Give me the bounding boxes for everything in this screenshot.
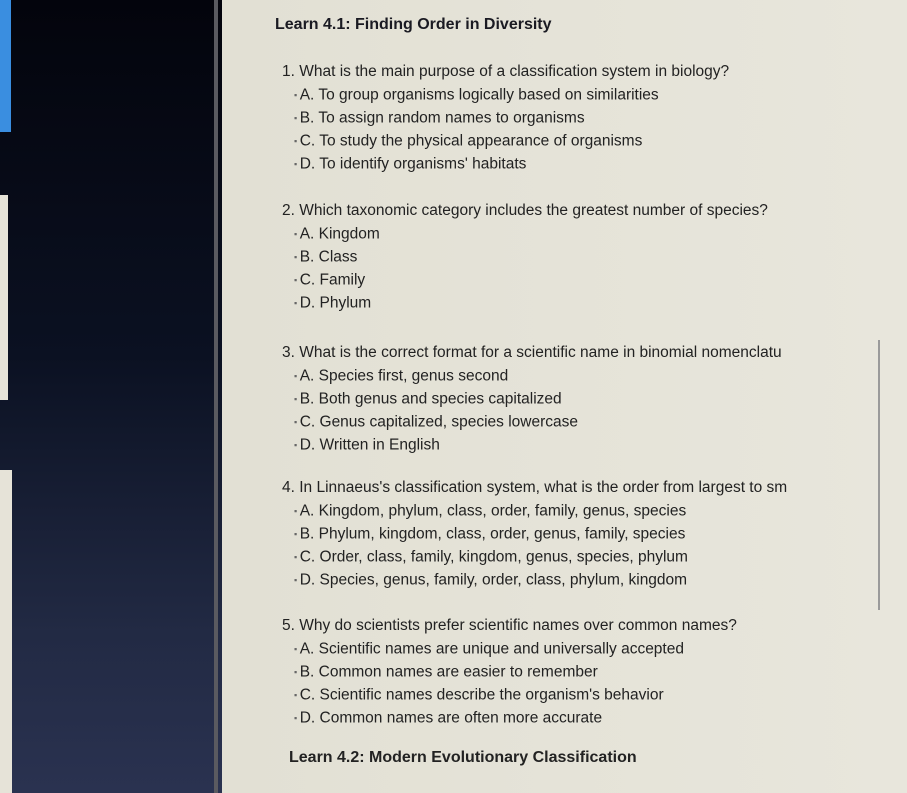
section-title: Learn 4.1: Finding Order in Diversity <box>275 16 552 33</box>
question-text: 2. Which taxonomic category includes the greatest number of species? <box>282 202 768 219</box>
question-1 <box>282 60 862 175</box>
answer-option[interactable]: ▪ B. Common names are easier to remember <box>294 661 862 684</box>
question-text: 1. What is the main purpose of a classification system in biology? <box>282 63 730 80</box>
answer-option[interactable]: ▪ C. Family <box>294 269 862 292</box>
answer-option[interactable]: ▪ B. To assign random names to organisms <box>294 107 862 130</box>
answer-option[interactable]: ▪ C. Scientific names describe the organism's behavior <box>294 684 862 707</box>
question-5 <box>282 614 862 729</box>
question-text: 5. Why do scientists prefer scientific names over common names? <box>282 617 737 634</box>
answer-option[interactable]: ▪ D. To identify organisms' habitats <box>294 153 862 176</box>
answer-option[interactable]: ▪ C. Order, class, family, kingdom, genus, species, phylum <box>294 546 862 569</box>
answer-option[interactable]: ▪ B. Class <box>294 246 862 269</box>
answer-option[interactable]: ▪ D. Written in English <box>294 434 862 457</box>
answer-option[interactable]: ▪ B. Phylum, kingdom, class, order, genus, family, species <box>294 523 862 546</box>
answer-option[interactable]: ▪ C. To study the physical appearance of organisms <box>294 130 862 153</box>
side-strip <box>0 470 12 793</box>
next-section-title: Learn 4.2: Modern Evolutionary Classification <box>289 749 637 766</box>
answer-option[interactable]: ▪ C. Genus capitalized, species lowercase <box>294 411 862 434</box>
side-panel <box>0 0 222 793</box>
answer-option[interactable]: ▪ A. Kingdom, phylum, class, order, family, genus, species <box>294 500 862 523</box>
answer-option[interactable]: ▪ B. Both genus and species capitalized <box>294 388 862 411</box>
answer-option[interactable]: ▪ D. Species, genus, family, order, class, phylum, kingdom <box>294 569 862 592</box>
answer-option[interactable]: ▪ A. Species first, genus second <box>294 365 862 388</box>
question-2 <box>282 199 862 314</box>
page-border <box>878 340 880 610</box>
answer-option[interactable]: ▪ D. Common names are often more accurate <box>294 707 862 730</box>
question-text: 4. In Linnaeus's classification system, what is the order from largest to sm <box>282 479 788 496</box>
side-strip <box>0 195 8 400</box>
side-accent <box>0 0 11 132</box>
answer-option[interactable]: ▪ D. Phylum <box>294 292 862 315</box>
answer-option[interactable]: ▪ A. To group organisms logically based on similarities <box>294 84 862 107</box>
question-3 <box>282 341 862 456</box>
question-text: 3. What is the correct format for a scientific name in binomial nomenclatu <box>282 344 782 361</box>
divider <box>214 0 218 793</box>
answer-option[interactable]: ▪ A. Kingdom <box>294 223 862 246</box>
answer-option[interactable]: ▪ A. Scientific names are unique and universally accepted <box>294 638 862 661</box>
question-4 <box>282 476 862 591</box>
